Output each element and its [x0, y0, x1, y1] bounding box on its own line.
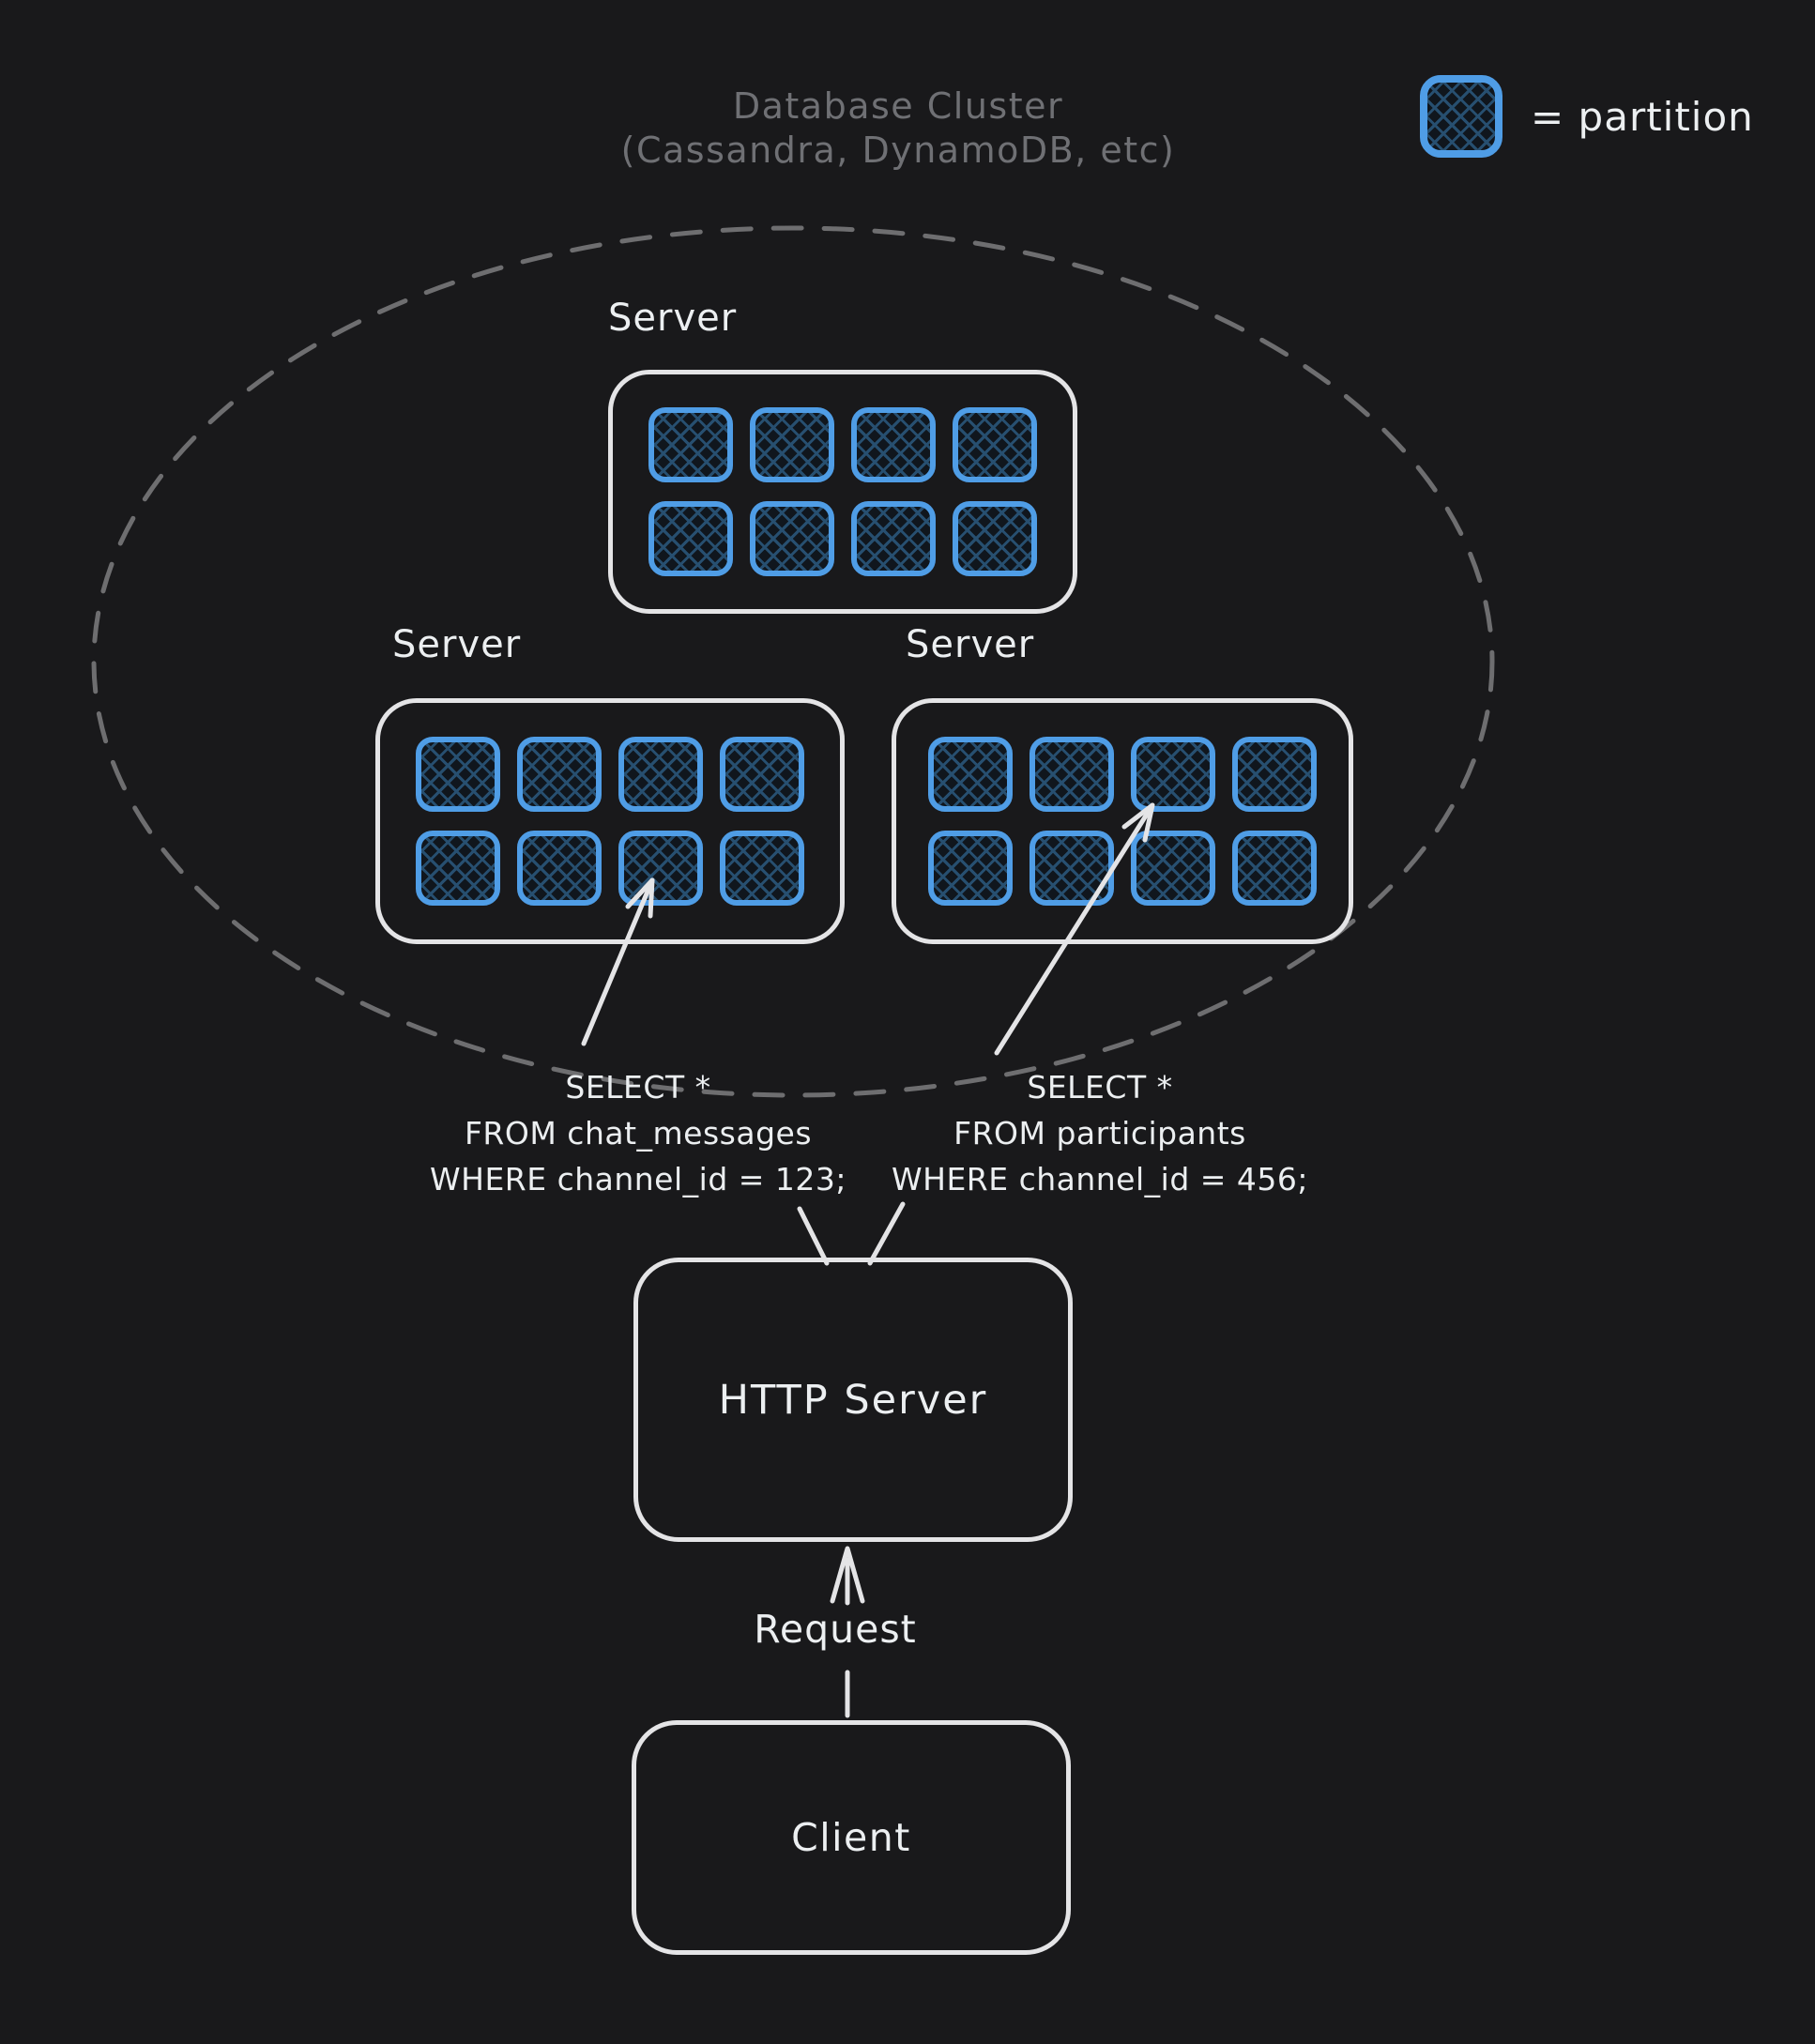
partition-icon	[1131, 831, 1215, 906]
query-left-line2: FROM chat_messages	[464, 1115, 813, 1152]
cluster-title-line1: Database Cluster	[732, 85, 1064, 127]
server-label-right: Server	[906, 623, 1035, 666]
arrowhead-icon	[832, 1548, 862, 1601]
partition-icon	[851, 501, 936, 576]
query-left-line1: SELECT *	[565, 1069, 711, 1106]
partition-icon	[953, 501, 1037, 576]
http-server-node	[633, 1258, 1073, 1542]
client-node	[632, 1720, 1071, 1955]
partition-grid	[928, 737, 1317, 906]
cluster-boundary-ellipse	[94, 228, 1492, 1095]
partition-icon	[928, 737, 1013, 812]
server-label-top: Server	[608, 297, 738, 340]
partition-icon	[648, 501, 733, 576]
cluster-title	[523, 84, 1274, 173]
partition-icon	[720, 831, 804, 906]
http-to-query-right-line	[870, 1204, 903, 1263]
query-right-line1: SELECT *	[1027, 1069, 1173, 1106]
partition-icon	[750, 501, 834, 576]
partition-icon	[1232, 831, 1317, 906]
query-right-line2: FROM participants	[953, 1115, 1246, 1152]
request-label: Request	[754, 1607, 917, 1652]
partition-icon	[953, 407, 1037, 482]
http-to-query-left-line	[800, 1209, 827, 1263]
legend-label: = partition	[1531, 93, 1754, 140]
server-box-right	[892, 698, 1353, 944]
query-left-line3: WHERE channel_id = 123;	[430, 1161, 846, 1197]
partition-icon	[416, 831, 500, 906]
partition-icon	[618, 737, 703, 812]
partition-icon	[1030, 831, 1114, 906]
query-right-line3: WHERE channel_id = 456;	[892, 1161, 1308, 1197]
partition-icon	[720, 737, 804, 812]
query-right	[856, 1064, 1344, 1202]
legend	[1420, 75, 1754, 158]
server-label-left: Server	[392, 623, 522, 666]
partition-icon	[1030, 737, 1114, 812]
partition-icon	[1131, 737, 1215, 812]
partition-grid	[648, 407, 1037, 576]
http-server-label: HTTP Server	[718, 1376, 988, 1424]
partition-icon	[1232, 737, 1317, 812]
client-label: Client	[791, 1815, 911, 1860]
partition-grid	[416, 737, 804, 906]
partition-icon	[517, 831, 602, 906]
cluster-title-line2: (Cassandra, DynamoDB, etc)	[620, 130, 1176, 171]
partition-icon	[618, 831, 703, 906]
partition-icon	[648, 407, 733, 482]
partition-icon	[928, 831, 1013, 906]
server-box-left	[375, 698, 845, 944]
server-box-top	[608, 370, 1077, 614]
partition-icon	[750, 407, 834, 482]
partition-icon	[416, 737, 500, 812]
partition-icon	[851, 407, 936, 482]
partition-icon	[517, 737, 602, 812]
partition-icon	[1420, 75, 1502, 158]
query-left	[394, 1064, 882, 1202]
